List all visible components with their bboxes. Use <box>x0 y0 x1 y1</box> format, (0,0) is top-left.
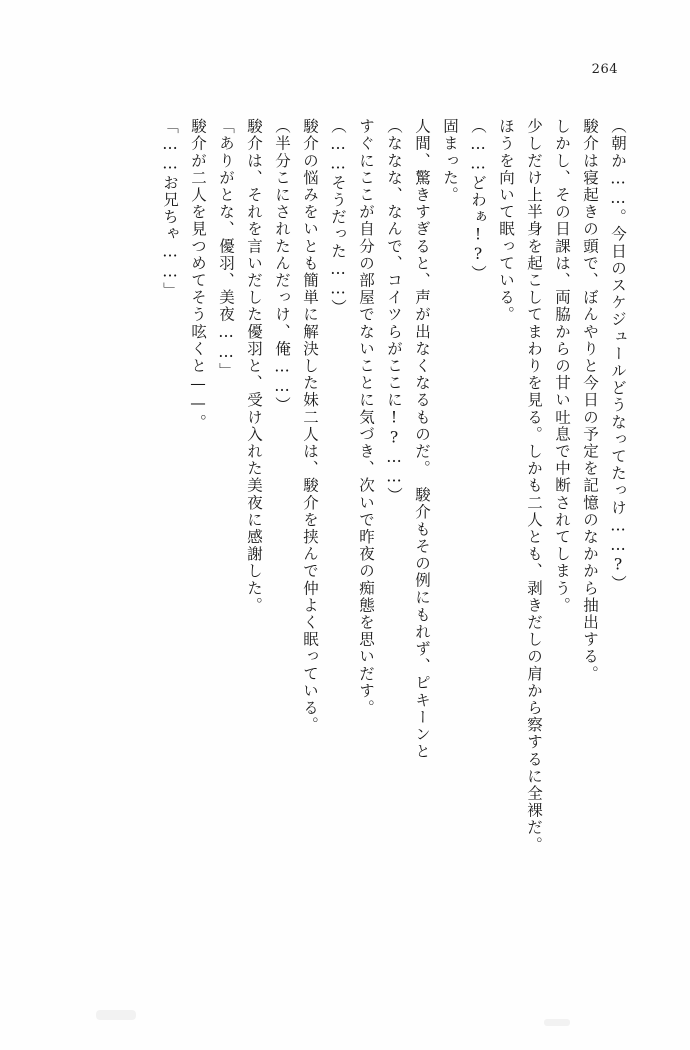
body-text <box>58 118 632 955</box>
text-line: すぐにここが自分の部屋でないことに気づき、次いで昨夜の痴態を思いだす。 <box>357 118 375 717</box>
text-line: 駿介は、それを言いだした優羽と、受け入れた美夜に感謝した。 <box>245 118 263 614</box>
scan-artifact <box>544 1019 570 1026</box>
text-line: 少しだけ上半身を起こしてまわりを見る。しかも二人とも、剥きだしの肩から察するに全裸だ。 <box>525 118 543 854</box>
text-line: 駿介が二人を見つめてそう呟くと——。 <box>189 118 207 431</box>
page-number: 264 <box>591 62 618 77</box>
text-line: 駿介の悩みをいとも簡単に解決した妹二人は、駿介を挟んで仲よく眠っている。 <box>301 118 319 734</box>
text-line: （朝か……。今日のスケジュールどうなってたっけ……?） <box>609 118 627 593</box>
text-line: （ななな、なんで、コイツらがここに!?……） <box>385 118 403 505</box>
scan-artifact <box>96 1010 136 1020</box>
text-line: 駿介は寝起きの頭で、ぼんやりと今日の予定を記憶のなかから抽出する。 <box>581 118 599 683</box>
text-line: 「……お兄ちゃ……」 <box>161 118 179 299</box>
text-line: ほうを向いて眠っている。 <box>497 118 515 324</box>
text-line: 「ありがとな、優羽、美夜……」 <box>217 118 235 380</box>
text-line: （……どわぁ!?） <box>469 118 487 282</box>
text-line: （……そうだった……） <box>329 118 347 317</box>
text-line: しかし、その日課は、両脇からの甘い吐息で中断されてしまう。 <box>553 118 571 614</box>
text-line: （半分こにされたんだっけ、俺……） <box>273 118 291 414</box>
text-line: 人間、驚きすぎると、声が出なくなるものだ。 駿介もその例にもれず、ピキーンと <box>413 118 431 761</box>
text-line: 固まった。 <box>441 118 459 204</box>
